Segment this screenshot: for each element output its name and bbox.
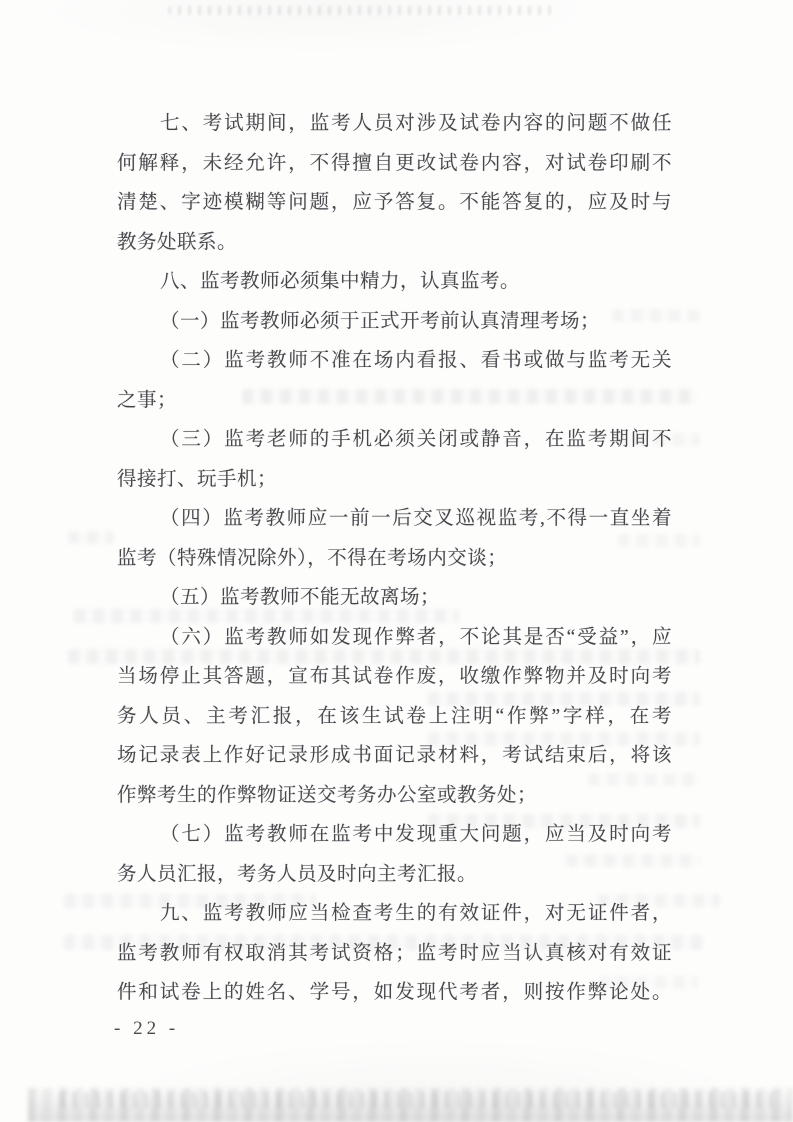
text-line: 九、监考教师应当检查考生的有效证件，对无证件者， <box>160 903 672 924</box>
text-line: 作弊考生的作弊物证送交考务办公室或教务处； <box>117 784 538 806</box>
text-line: 得接打、玩手机； <box>117 468 278 490</box>
text-line: 清楚、字迹模糊等问题，应予答复。不能答复的，应及时与 <box>117 192 672 213</box>
text-line: 八、监考教师必须集中精力，认真监考。 <box>160 271 521 292</box>
text-line: （七）监考教师在监考中发现重大问题，应当及时向考 <box>160 824 672 845</box>
text-line: 监考教师有权取消其考试资格；监考时应当认真核对有效证 <box>117 942 672 964</box>
text-line: 务人员汇报，考务人员及时向主考汇报。 <box>117 863 478 885</box>
text-line: （二）监考教师不准在场内看报、看书或做与监考无关 <box>160 350 672 371</box>
text-line: 七、考试期间，监考人员对涉及试卷内容的问题不做任 <box>160 113 672 134</box>
page-number: - 22 - <box>114 1018 180 1039</box>
text-line: 当场停止其答题，宣布其试卷作废，收缴作弊物并及时向考 <box>117 666 672 687</box>
text-line: （四）监考教师应一前一后交叉巡视监考,不得一直坐着 <box>160 508 672 529</box>
text-line: 件和试卷上的姓名、学号，如发现代考者，则按作弊论处。 <box>117 982 672 1003</box>
text-line: 监考（特殊情况除外），不得在考场内交谈； <box>117 547 508 569</box>
text-line: （三）监考老师的手机必须关闭或静音，在监考期间不 <box>160 429 672 450</box>
text-line: 教务处联系。 <box>117 231 238 253</box>
text-line: 场记录表上作好记录形成书面记录材料，考试结束后，将该 <box>117 745 672 766</box>
text-block <box>117 104 672 1013</box>
text-line: 务人员、主考汇报，在该生试卷上注明“作弊”字样，在考 <box>117 705 672 727</box>
text-line: （五）监考教师不能无故离场； <box>160 587 441 608</box>
text-line: （六）监考教师如发现作弊者，不论其是否“受益”，应 <box>160 626 672 648</box>
text-line: （一）监考教师必须于正式开考前认真清理考场； <box>160 310 601 332</box>
text-line: 之事； <box>117 389 178 411</box>
text-line: 何解释，未经允许，不得擅自更改试卷内容，对试卷印刷不 <box>117 152 672 174</box>
